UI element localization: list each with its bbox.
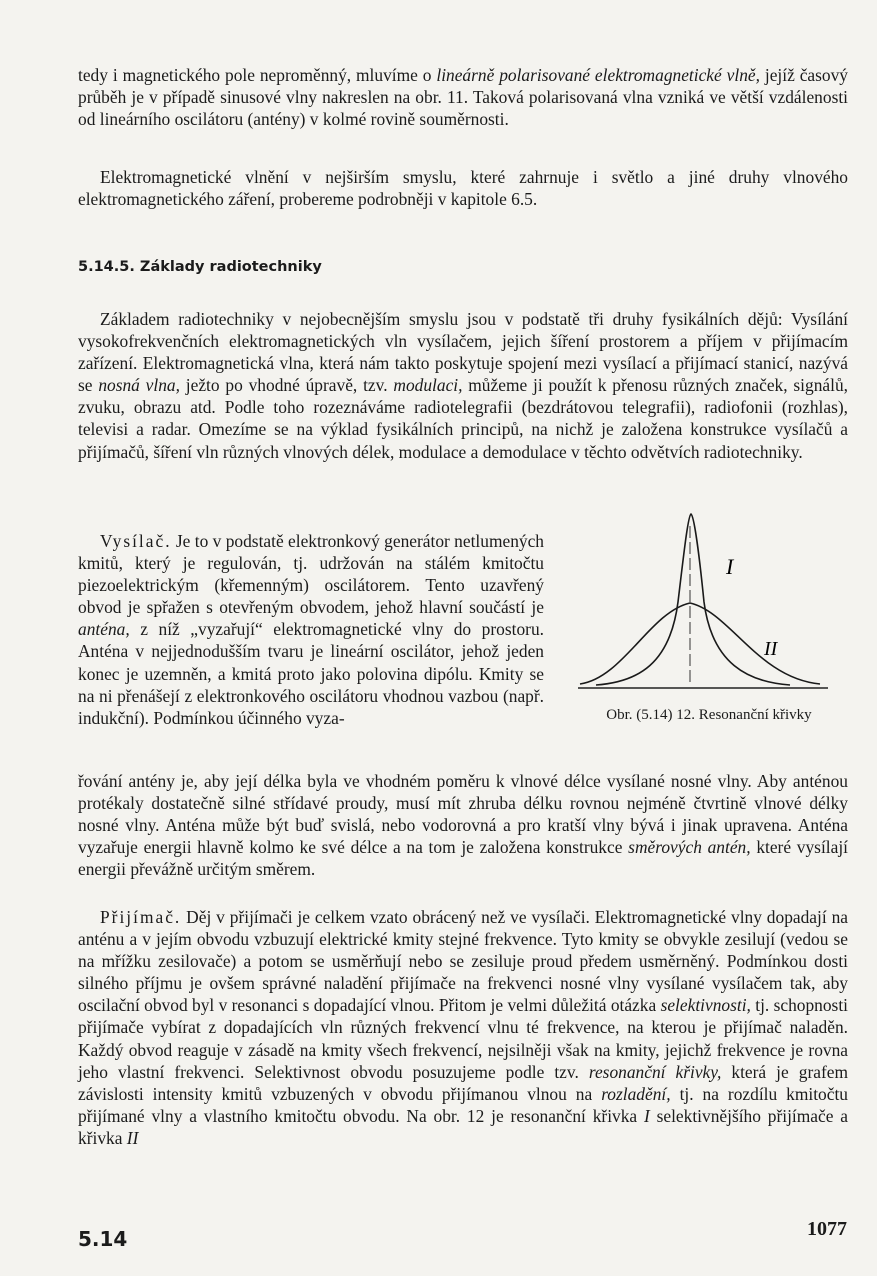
curve-I-selective: [596, 514, 790, 685]
text-run: Základem radiotechniky v nejobecnějším smyslu jsou v podstatě tři druhy fysikálních dějů: Vysílání vysokofrekvenčních elektromagnetických vln vysílačem, jejich šíření prostorem a příjem v přijímacím zařízení. Elektromagnetická vlna, která nám takto poskytuje spojení mezi vysílací a přijímací stanicí, nazývá se: [78, 309, 848, 396]
paragraph-polarized-wave: [78, 64, 848, 130]
text-run: z níž „vyzařují“ elektromagnetické vlny do prostoru. Anténa v nejjednodušším tvaru je lineární oscilátor, jehož jeden konec je uzemněn, a kmitá proto jako polovina dipólu. Kmity se na ni přenášejí z elektronkového oscilátoru vhodnou vazbou (např. indukční). Podmínkou účinného vyza-: [78, 619, 544, 728]
term-selectivity: selektivnosti,: [660, 995, 751, 1016]
curve-ref-II: II: [126, 1127, 139, 1148]
term-modulation: modulaci,: [393, 375, 463, 396]
text-run: které vysílají energii převážně určitým směrem.: [78, 837, 848, 880]
text-run: která je grafem závislosti intensity kmitů vzbuzených v obvodu přijímanou vlnou na: [78, 1061, 848, 1104]
term-detuning: rozladění,: [601, 1083, 671, 1104]
footer-section-number: 5.14: [78, 1227, 128, 1251]
text-run: Děj v přijímači je celkem vzato obrácený než ve vysílači. Elektromagnetické vlny dopadají na anténu a v jejím obvodu vzbuzují elektrické kmity stejné frekvence. Tyto kmity se obvykle zesilují (vedou se na mřížku zesilovače) a potom se usměrňují nebo se zesiluje proud předem usměrněný. Podmínkou dosti silného příjmu je ovšem správné naladění přijímače na frekvenci nosné vlny vysílané vysílačem tak, aby oscilační obvod byl v resonanci s dopadající vlnou. Přitom je velmi důležitá otázka: [78, 907, 848, 1016]
text-run: ježto po vhodné úpravě, tzv.: [179, 375, 394, 396]
term-linear-polarized-wave: lineárně polarisované elektromagnetické vlně,: [436, 65, 760, 85]
text-run: tj. na rozdílu kmitočtu přijímané vlny a vlastního kmitočtu obvodu. Na obr. 12 je resonanční křivka: [78, 1083, 848, 1126]
text-run: jejíž časový průběh je v případě sinusové vlny nakreslen na obr. 11. Taková polarisovaná vlna vzniká ve větší vzdálenosti od lineárního oscilátoru (antény) v kolmé rovině souměrnosti.: [78, 65, 848, 130]
section-heading: 5.14.5. Základy radiotechniky: [78, 259, 322, 275]
figure-resonance-curves: [578, 492, 828, 697]
label-curve-II: II: [764, 638, 778, 660]
run-in-label-receiver: Přijímač.: [100, 907, 182, 927]
paragraph-receiver: [78, 906, 848, 1149]
term-antenna: anténa,: [78, 619, 130, 640]
term-resonance-curve: resonanční křivky,: [588, 1061, 722, 1082]
resonance-curves-graph: [578, 492, 828, 697]
paragraph-em-radiation: Elektromagnetické vlnění v nejširším smyslu, které zahrnuje i světlo a jiné druhy vlnového elektromagnetického záření, probereme podrobněji v kapitole 6.5.: [78, 167, 848, 210]
term-directional-antennas: směrových antén,: [628, 837, 751, 858]
curve-ref-I: I: [643, 1105, 650, 1126]
term-carrier-wave: nosná vlna,: [98, 375, 180, 396]
curve-II-broad: [580, 603, 820, 684]
text-run: Je to v podstatě elektronkový generátor netlumených kmitů, který je regulován, tj. udržován na stálém kmitočtu piezoelektrickým (křemenným) oscilátorem. Tento uzavřený obvod je spřažen s otevřeným obvodem, jehož hlavní součástí je: [78, 531, 544, 618]
text-run: tj. schopnosti přijímače vybírat z dopadajících vln různých frekvencí vlnu té frekvence, na kterou je přijímač naladěn. Každý obvod reaguje v zásadě na kmity všech frekvencí, nejsilněji však na kmity, jejichž frekvence je rovna jeho vlastní frekvenci. Selektivnost obvodu posuzujeme podle tzv.: [78, 995, 848, 1082]
text-run: tedy i magnetického pole neproměnný, mluvíme o: [78, 65, 437, 85]
text-run: selektivnějšího přijímače a křivka: [78, 1105, 848, 1148]
run-in-label-transmitter: Vysílač.: [100, 531, 172, 551]
figure-caption: Obr. (5.14) 12. Resonanční křivky: [606, 707, 812, 723]
paragraph-radio-basics: [78, 308, 848, 463]
label-curve-I: I: [726, 554, 734, 579]
text-run: můžeme ji použít k přenosu různých značek, signálů, zvuku, obrazu atd. Podle toho rozeznáváme radiotelegrafii (bezdrátovou telegrafii), radiofonii (rozhlas), televisi a radar. Omezíme se na výklad fysikálních principů, na nichž je založena konstrukce vysílačů a přijímačů, šíření vln různých vlnových délek, modulace a demodulace v těchto odvětvích radiotechniky.: [78, 375, 848, 462]
text-run: řování antény je, aby její délka byla ve vhodném poměru k vlnové délce vysílané nosné vlny. Aby anténou protékaly dostatečně silné střídavé proudy, musí mít zhruba délku rovnou nejméně čtvrtině vlnové délky nosné vlny. Anténa může být buď svislá, nebo vodorovná a pro kratší vlny bývá i jinak upravena. Anténa vyzařuje energii hlavně kolmo ke své délce a na tom je založena konstrukce: [78, 771, 848, 858]
paragraph-transmitter: [78, 530, 544, 729]
page-number: 1077: [807, 1218, 847, 1240]
paragraph-antenna: [78, 770, 848, 880]
